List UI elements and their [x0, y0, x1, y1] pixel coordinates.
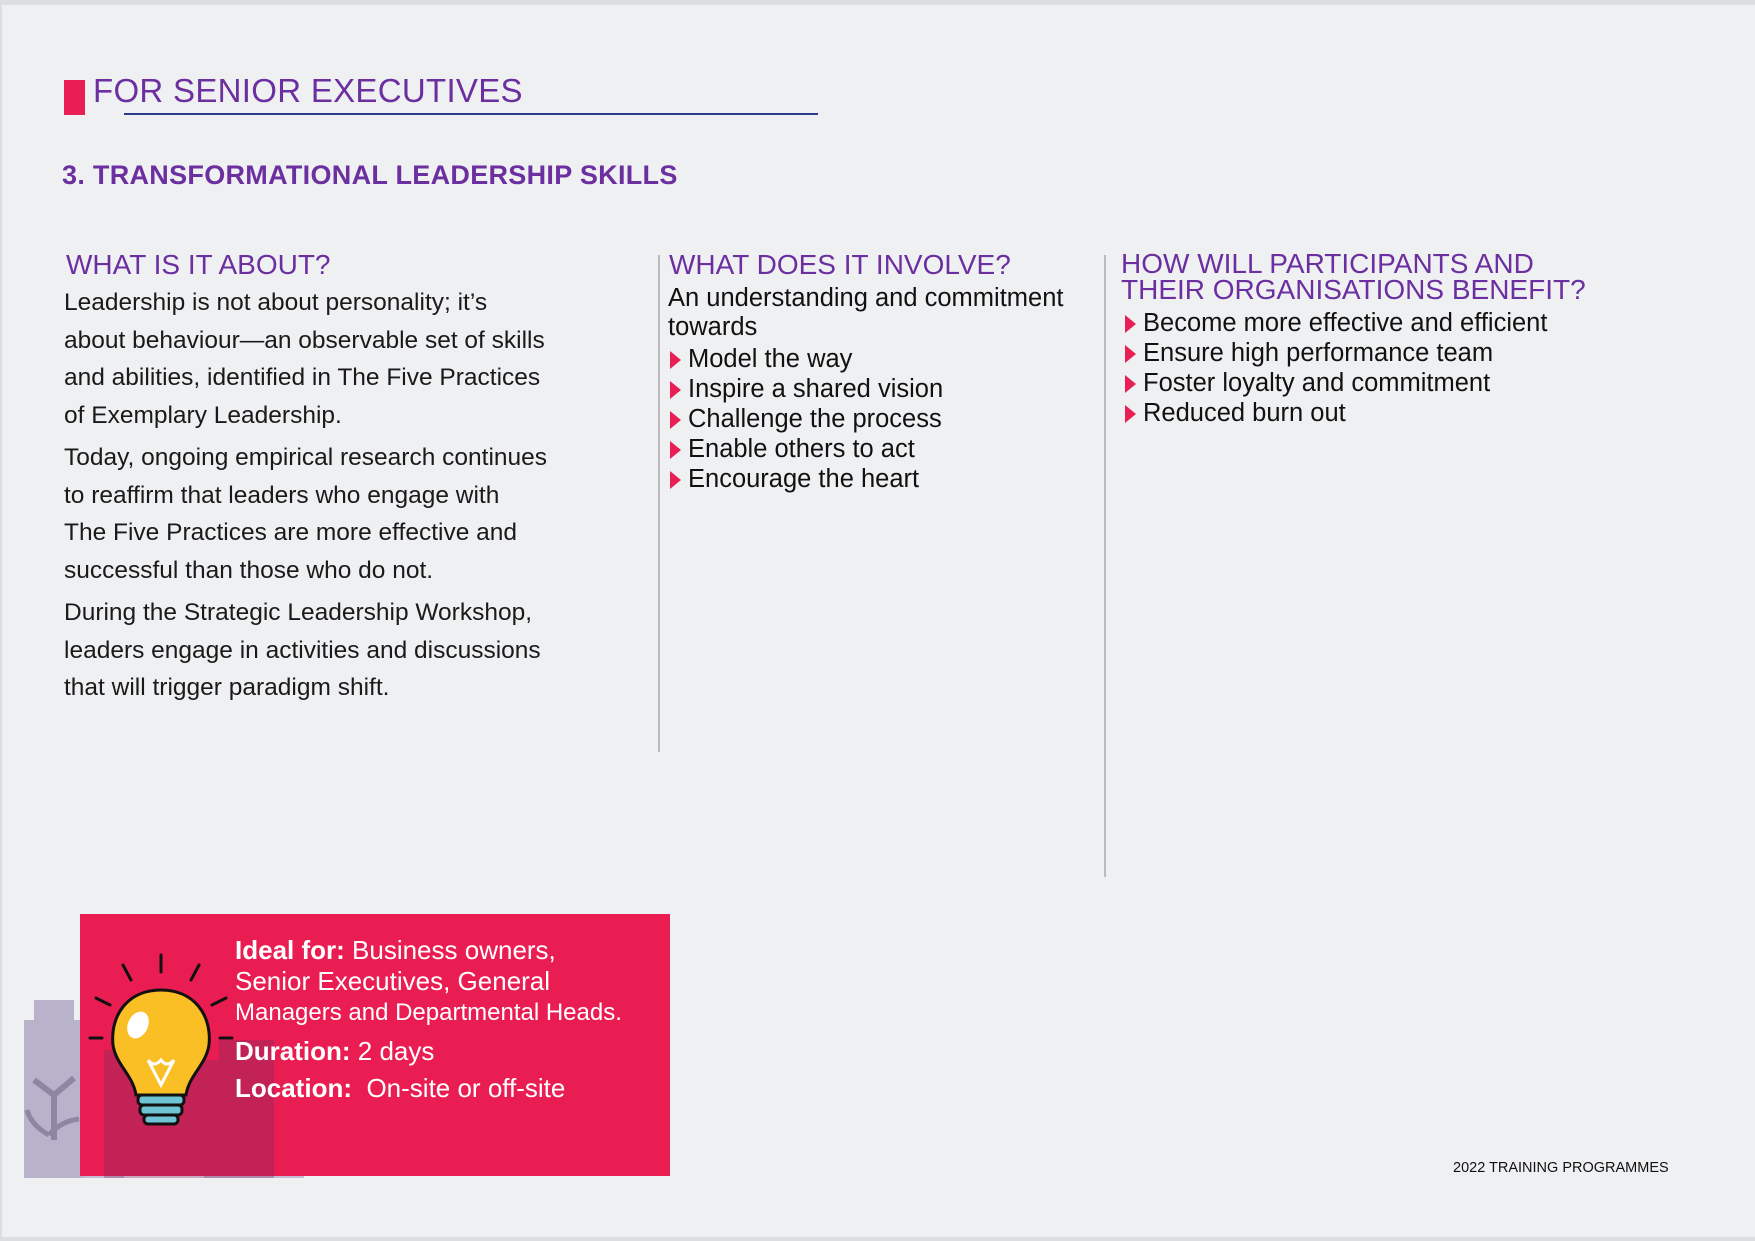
location-value: On-site or off-site [352, 1073, 566, 1103]
info-details [235, 935, 622, 1104]
ideal-for-line-2: Senior Executives, General [235, 966, 551, 996]
triangle-bullet-icon [670, 411, 681, 429]
list-item: Enable others to act [668, 434, 943, 464]
about-text [64, 284, 644, 712]
triangle-bullet-icon [670, 351, 681, 369]
course-title: 3. TRANSFORMATIONAL LEADERSHIP SKILLS [62, 160, 678, 190]
triangle-bullet-icon [670, 381, 681, 399]
about-heading: WHAT IS IT ABOUT? [66, 249, 331, 280]
footer-text: 2022 TRAINING PROGRAMMES [1453, 1160, 1669, 1176]
benefit-heading-line-2: THEIR ORGANISATIONS BENEFIT? [1121, 274, 1586, 305]
ideal-for-line-3: Managers and Departmental Heads. [235, 999, 622, 1026]
benefit-heading [1121, 248, 1586, 305]
duration-label: Duration: [235, 1036, 351, 1066]
section-marker [64, 80, 85, 115]
list-item: Inspire a shared vision [668, 374, 943, 404]
top-edge-line [0, 0, 1755, 5]
triangle-bullet-icon [1125, 375, 1136, 393]
triangle-bullet-icon [670, 441, 681, 459]
ideal-for-line [235, 935, 622, 966]
location-line [235, 1073, 622, 1104]
about-paragraph-3: During the Strategic Leadership Workshop, leaders engage in activities and discussions that will trigger paradigm shift. [64, 599, 541, 701]
list-item: Model the way [668, 344, 943, 374]
ideal-for-label: Ideal for: [235, 935, 345, 965]
involve-intro: An understanding and commitment towards [668, 284, 1064, 341]
triangle-bullet-icon [1125, 345, 1136, 363]
list-item: Foster loyalty and commitment [1123, 368, 1547, 398]
lightbulb-icon [88, 950, 238, 1130]
about-paragraph-2: Today, ongoing empirical research continues to reaffirm that leaders who engage with The Five Practices are more effective and successful than those who do not. [64, 444, 548, 584]
about-paragraph-1: Leadership is not about personality; it’s about behaviour—an observable set of skills and abilities, identified in The Five Practices of Exemplary Leadership. [64, 289, 545, 429]
section-underline [124, 113, 818, 115]
column-divider-1 [658, 255, 660, 752]
list-item: Become more effective and efficient [1123, 308, 1547, 338]
triangle-bullet-icon [670, 471, 681, 489]
triangle-bullet-icon [1125, 405, 1136, 423]
column-divider-2 [1104, 255, 1106, 877]
duration-line [235, 1036, 622, 1067]
duration-value: 2 days [350, 1036, 435, 1066]
list-item: Ensure high performance team [1123, 338, 1547, 368]
benefit-heading-line-1: HOW WILL PARTICIPANTS AND [1121, 248, 1534, 279]
section-title: FOR SENIOR EXECUTIVES [93, 72, 523, 109]
left-edge-line [0, 0, 2, 1241]
involve-list [668, 344, 943, 494]
list-item: Encourage the heart [668, 464, 943, 494]
list-item: Reduced burn out [1123, 398, 1547, 428]
list-item: Challenge the process [668, 404, 943, 434]
benefit-list [1123, 308, 1547, 428]
involve-heading: WHAT DOES IT INVOLVE? [669, 249, 1011, 280]
ideal-for-text: Business owners, [344, 935, 556, 965]
bottom-edge-line [0, 1237, 1755, 1241]
location-label: Location: [235, 1073, 352, 1103]
triangle-bullet-icon [1125, 315, 1136, 333]
